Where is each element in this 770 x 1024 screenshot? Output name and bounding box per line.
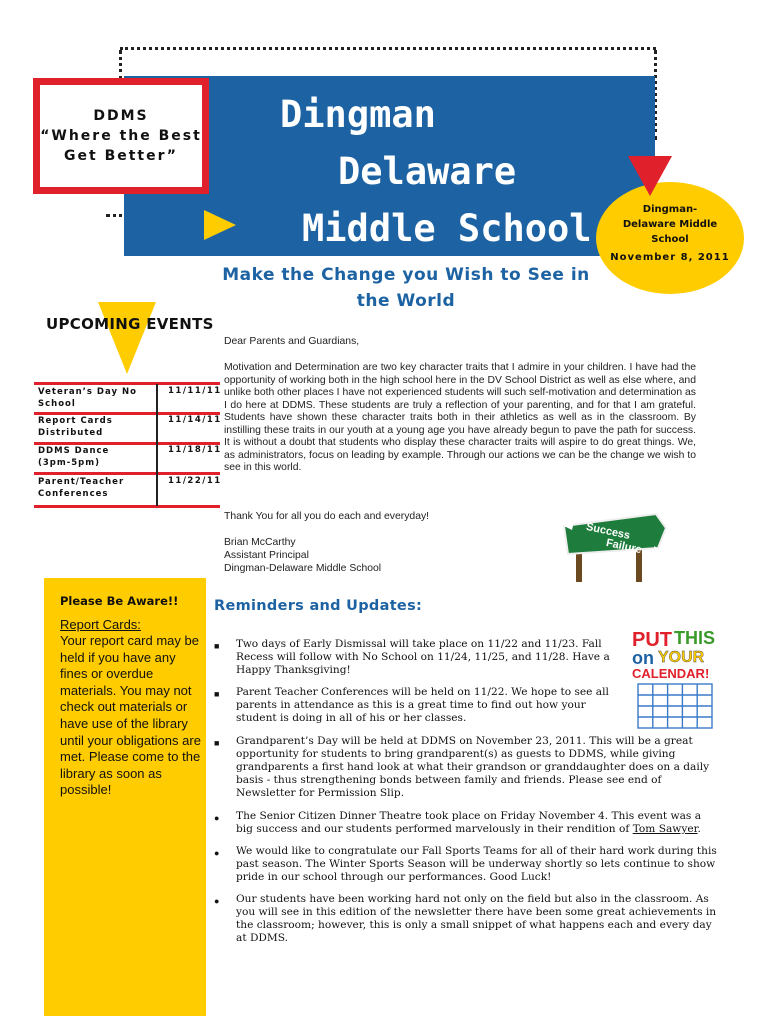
signature-school: Dingman-Delaware Middle School	[224, 563, 382, 574]
event-name: Veteran’s Day No School	[38, 387, 137, 409]
dotted-border-left	[119, 50, 122, 80]
school-name-line: Middle School	[302, 207, 592, 250]
letter-thanks: Thank You for all you do each and everyday!	[224, 511, 430, 522]
aware-text: Your report card may be held if you have any fines or overdue materials. You may not check out materials or have use of the library until your obligations are met. Please come to the library as soon as possible!	[60, 633, 201, 798]
cal-put: PUT	[632, 629, 672, 651]
yellow-triangle-header	[202, 208, 238, 242]
reminder-item: Grandparent’s Day will be held at DDMS on November 23, 2011. This will be a great opportunity for students to bring grandparent(s) as guests to DDMS, while giving grandparents a first hand look at what their grandson or granddaughter does on a daily basis - thus strengthening bonds between family and friends. Please see end of Newsletter for Permission Slip.	[236, 735, 710, 799]
reminder-item: Parent Teacher Conferences will be held on 11/22. We hope to see all parents in attendance as this is a great time to find out how your student is doing in all of his or her classes.	[236, 686, 609, 724]
aware-subtitle: Report Cards:	[60, 617, 141, 632]
bullet-square: ■	[214, 689, 220, 699]
badge-date: November 8, 2011	[610, 252, 730, 263]
school-name-line: Delaware	[338, 150, 517, 193]
reminders-title: Reminders and Updates:	[214, 598, 423, 614]
events-divider	[156, 384, 158, 506]
reminder-item: Two days of Early Dismissal will take place on 11/22 and 11/23. Fall Recess will follow with No School on 11/24, 11/25, and 11/28. Have a Happy Thanksgiving!	[236, 638, 610, 676]
dotted-border-top	[120, 47, 656, 50]
bullet-dot: ●	[214, 813, 220, 823]
sign-failure: Failure	[604, 536, 643, 557]
event-row	[34, 474, 220, 508]
event-date: 11/14/11	[168, 415, 222, 425]
signature-title: Assistant Principal	[224, 550, 309, 561]
bullet-square: ■	[214, 641, 220, 651]
yellow-triangle-events	[96, 300, 158, 376]
event-date: 11/22/11	[168, 476, 222, 486]
bullet-dot: ●	[214, 896, 220, 906]
red-triangle-header	[626, 154, 674, 198]
cal-calendar: CALENDAR!	[632, 666, 710, 681]
calendar-icon	[630, 624, 720, 732]
school-name-line: Dingman	[280, 93, 436, 136]
event-row	[34, 384, 220, 415]
motto-line: Get Better”	[64, 148, 178, 164]
motto-line: DDMS	[93, 108, 149, 124]
school-name	[280, 86, 592, 257]
date-badge	[596, 182, 744, 294]
cal-this: THIS	[674, 628, 716, 648]
event-name: DDMS Dance (3pm-5pm)	[38, 446, 110, 468]
reminder-item: We would like to congratulate our Fall Sports Teams for all of their hard work during this past season. The Winter Sports Season will be underway shortly so lets continue to show pride in our school through our performances. Good Luck!	[236, 845, 717, 883]
bullet-dot: ●	[214, 848, 220, 858]
event-name: Parent/Teacher Conferences	[38, 477, 125, 499]
event-name: Report Cards Distributed	[38, 416, 113, 438]
cal-your: YOUR	[658, 649, 705, 666]
success-failure-sign-image	[556, 508, 668, 582]
reminder-text: The Senior Citizen Dinner Theatre took place on Friday November 4. This event was a big success and our students performed marvelously in their rendition of	[236, 810, 702, 835]
motto-line: “Where the Best	[40, 128, 202, 144]
events-title: UPCOMING EVENTS	[46, 315, 214, 333]
event-row	[34, 444, 220, 475]
play-title-link[interactable]: Tom Sawyer	[632, 823, 698, 835]
event-row	[34, 414, 220, 445]
letter-body: Motivation and Determination are two key character traits that I admire in your children. I have had the opportunity of working both in the high school here in the DV School District as well as else where, and unlike both other places I have not experienced students will such self-motivation and determination as I do here at DDMS. These students are truly a reflection of your parenting, and for that I am grateful. Students have shown these character traits both in their athletics as well as in the classroom. By instilling these traits in our youth at a young age you have already begun to pave the path for success. It is without a doubt that students who display these character traits will aspire to do great things. We, as administrators, focus on leading by example. Through our actions we can be the change we wish to see in this world.	[224, 362, 696, 473]
badge-school: Dingman-Delaware Middle School	[622, 204, 718, 245]
motto-box	[33, 78, 209, 194]
reminder-item: The Senior Citizen Dinner Theatre took place on Friday November 4. This event was a big success and our students performed marvelously in their rendition of Tom Sawyer.	[236, 810, 702, 835]
reminder-item: Our students have been working hard not only on the field but also in the classroom. As you will see in this edition of the newsletter there have been some great achievements in the classroom; however, this is only a small snippet of what happens each and every day at DDMS.	[236, 893, 717, 944]
cal-on: on	[632, 648, 654, 668]
tagline: Make the Change you Wish to See in the World	[222, 265, 590, 311]
sign-success: Success	[584, 520, 632, 542]
aware-title: Please Be Aware!!	[60, 594, 179, 608]
event-date: 11/18/11	[168, 445, 222, 455]
signature-name: Brian McCarthy	[224, 537, 296, 548]
event-date: 11/11/11	[168, 386, 222, 396]
letter-greeting: Dear Parents and Guardians,	[224, 336, 360, 347]
bullet-square: ■	[214, 738, 220, 748]
